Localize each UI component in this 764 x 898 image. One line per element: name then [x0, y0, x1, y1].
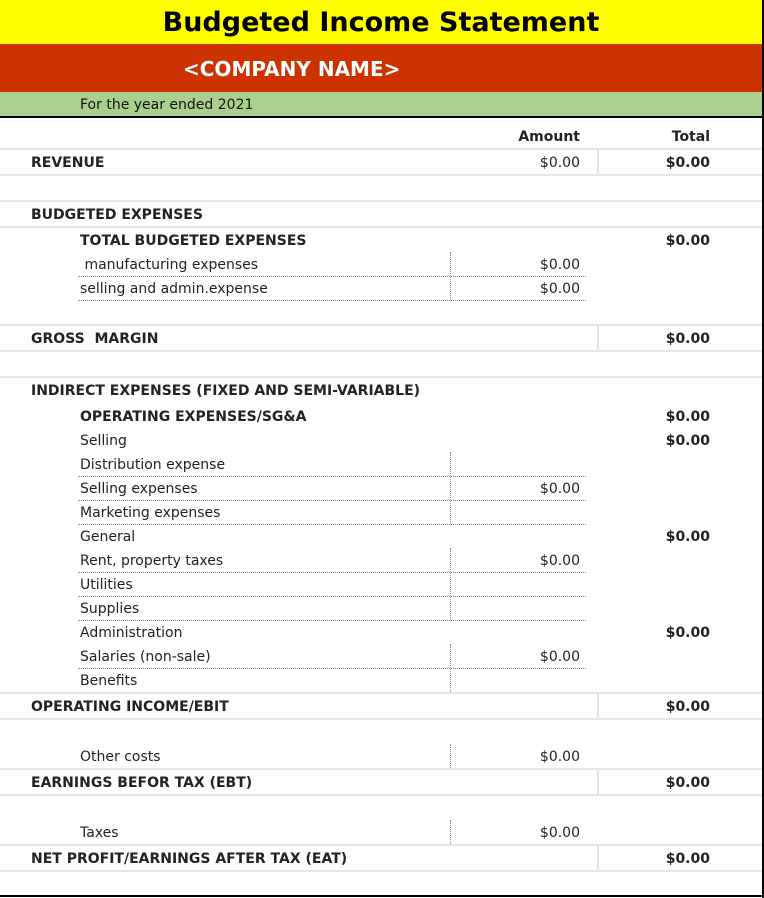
- earnings-before-tax-total-cell[interactable]: $0.00: [665, 775, 710, 791]
- row-label: BUDGETED EXPENSES: [31, 207, 203, 223]
- revenue-total-cell[interactable]: $0.00: [665, 155, 710, 171]
- operating-income-total-cell[interactable]: $0.00: [665, 699, 710, 715]
- row-label: Benefits: [80, 673, 138, 689]
- manufacturing-expenses-amount-cell[interactable]: $0.00: [539, 257, 580, 273]
- gridline: [0, 870, 762, 872]
- row-label: INDIRECT EXPENSES (FIXED AND SEMI-VARIABLE): [31, 383, 421, 399]
- period-label[interactable]: For the year ended 2021: [0, 92, 762, 116]
- utilities-row: [0, 573, 762, 597]
- gridline: [597, 694, 599, 718]
- total-budgeted-expenses-row: [0, 229, 762, 253]
- operating-expenses-total-cell[interactable]: $0.00: [665, 409, 710, 425]
- operating-expenses-row: [0, 405, 762, 429]
- revenue-amount-cell[interactable]: $0.00: [539, 155, 580, 171]
- row-label: OPERATING INCOME/EBIT: [31, 699, 229, 715]
- company-name[interactable]: <COMPANY NAME>: [0, 44, 762, 92]
- selling-total-cell[interactable]: $0.00: [665, 433, 710, 449]
- other-costs-amount-cell[interactable]: $0.00: [539, 749, 580, 765]
- gridline: [0, 174, 762, 176]
- gridline: [597, 846, 599, 870]
- row-label: Other costs: [80, 749, 161, 765]
- statement-title: Budgeted Income Statement: [0, 0, 762, 44]
- general-row: [0, 525, 762, 549]
- budgeted-expenses-row: [0, 203, 762, 227]
- row-label: Salaries (non-sale): [80, 649, 211, 665]
- gridline: [0, 148, 762, 150]
- row-label: NET PROFIT/EARNINGS AFTER TAX (EAT): [31, 851, 348, 867]
- revenue-row: [0, 151, 762, 175]
- gridline: [0, 718, 762, 720]
- rent-property-taxes-amount-cell[interactable]: $0.00: [539, 553, 580, 569]
- row-label: EARNINGS BEFOR TAX (EBT): [31, 775, 253, 791]
- row-label: OPERATING EXPENSES/SG&A: [80, 409, 307, 425]
- gridline: [0, 200, 762, 202]
- gridline: [0, 844, 762, 846]
- net-profit-total-cell[interactable]: $0.00: [665, 851, 710, 867]
- gridline: [597, 770, 599, 794]
- row-label: Distribution expense: [80, 457, 226, 473]
- administration-row: [0, 621, 762, 645]
- gridline: [0, 768, 762, 770]
- column-header-row: [0, 125, 762, 149]
- selling-expenses-row: [0, 477, 762, 501]
- selling-row: [0, 429, 762, 453]
- gridline: [597, 326, 599, 350]
- manufacturing-expenses-row: [0, 253, 762, 277]
- gridline: [0, 226, 762, 228]
- benefits-row: [0, 669, 762, 693]
- total-budgeted-expenses-total-cell[interactable]: $0.00: [665, 233, 710, 249]
- taxes-amount-cell[interactable]: $0.00: [539, 825, 580, 841]
- administration-total-cell[interactable]: $0.00: [665, 625, 710, 641]
- gridline: [0, 794, 762, 796]
- salaries-row: [0, 645, 762, 669]
- gross-margin-row: [0, 327, 762, 351]
- gridline: [78, 300, 586, 301]
- row-label: Utilities: [80, 577, 133, 593]
- indirect-expenses-row: [0, 379, 762, 403]
- row-label: Rent, property taxes: [80, 553, 224, 569]
- gridline: [0, 324, 762, 326]
- other-costs-row: [0, 745, 762, 769]
- selling-admin-expense-amount-cell[interactable]: $0.00: [539, 281, 580, 297]
- row-label: TOTAL BUDGETED EXPENSES: [80, 233, 307, 249]
- gridline: [0, 692, 762, 694]
- general-total-cell[interactable]: $0.00: [665, 529, 710, 545]
- salaries-amount-cell[interactable]: $0.00: [539, 649, 580, 665]
- row-label: manufacturing expenses: [80, 257, 259, 273]
- earnings-before-tax-row: [0, 771, 762, 795]
- row-label: Selling: [80, 433, 127, 449]
- operating-income-row: [0, 695, 762, 719]
- marketing-expenses-row: [0, 501, 762, 525]
- supplies-row: [0, 597, 762, 621]
- row-label: Taxes: [80, 825, 119, 841]
- row-label: Marketing expenses: [80, 505, 221, 521]
- row-label: GROSS MARGIN: [31, 331, 159, 347]
- taxes-row: [0, 821, 762, 845]
- row-label: REVENUE: [31, 155, 105, 171]
- gridline: [0, 376, 762, 378]
- distribution-expense-row: [0, 453, 762, 477]
- total-column-header: Total: [671, 129, 710, 145]
- gross-margin-total-cell[interactable]: $0.00: [665, 331, 710, 347]
- row-label: General: [80, 529, 136, 545]
- net-profit-row: [0, 847, 762, 871]
- selling-admin-expense-row: [0, 277, 762, 301]
- gridline: [0, 350, 762, 352]
- header-divider: [0, 116, 762, 118]
- row-label: Administration: [80, 625, 183, 641]
- rent-property-taxes-row: [0, 549, 762, 573]
- row-label: Selling expenses: [80, 481, 198, 497]
- row-label: selling and admin.expense: [80, 281, 268, 297]
- footer-divider: [0, 895, 762, 897]
- amount-column-header: Amount: [518, 129, 580, 145]
- gridline: [597, 150, 599, 174]
- row-label: Supplies: [80, 601, 140, 617]
- selling-expenses-amount-cell[interactable]: $0.00: [539, 481, 580, 497]
